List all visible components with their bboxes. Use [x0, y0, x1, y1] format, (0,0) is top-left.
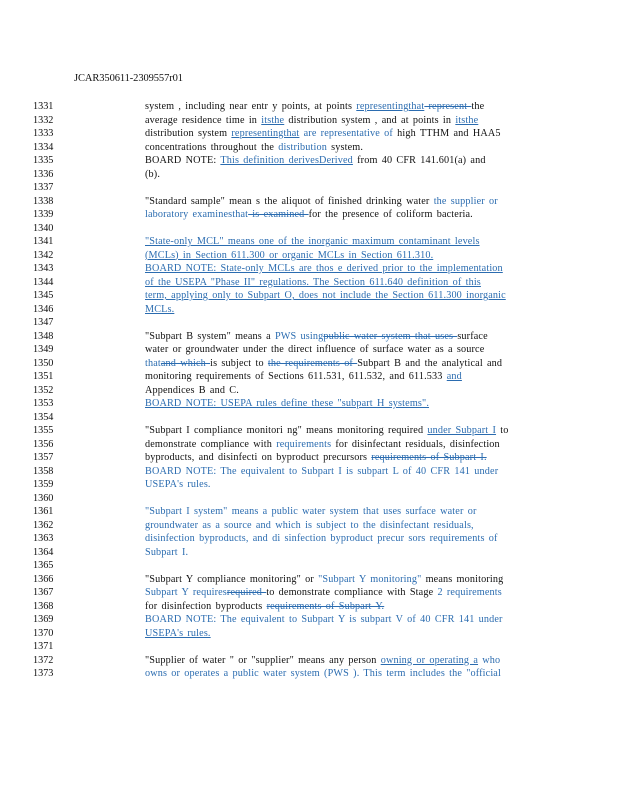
line-text — [145, 424, 540, 437]
line-text — [145, 573, 540, 586]
revised-text: owns or operates a public water system (PWS ). This term includes the "official — [145, 668, 501, 679]
body-text: to demonstrate compliance with Stage — [266, 587, 438, 598]
revised-text: USEPA's rules. — [145, 479, 211, 490]
body-text: Subpart B and the analytical and — [357, 357, 503, 369]
inserted-text: (MCLs) in Section 611.300 or organic MCLs in Section 611.310. — [145, 249, 434, 261]
line-text — [145, 235, 540, 248]
line-text — [145, 141, 540, 154]
struck-text: represent — [424, 101, 472, 112]
line-text — [145, 276, 540, 289]
line-number: 1333 — [33, 128, 54, 139]
line-number: 1362 — [33, 519, 54, 531]
revised-text: BOARD NOTE: The equivalent to Subpart I is subpart L of 40 CFR 141 under — [145, 465, 499, 477]
line-text — [145, 600, 540, 613]
inserted-text: itsthe — [455, 114, 479, 126]
inserted-text: itsthe — [261, 114, 285, 126]
revised-text: disinfection byproducts, and di sinfection byproduct precur sors requirements of — [145, 533, 498, 544]
line-number: 1355 — [33, 425, 54, 436]
inserted-text: of the USEPA "Phase II" regulations. The Section 611.640 definition of this — [145, 276, 481, 288]
line-text — [145, 114, 540, 127]
body-text: water or groundwater under the direct influence of surface water as a source — [145, 344, 485, 355]
line-number: 1347 — [33, 317, 54, 328]
inserted-text: term, applying only to Subpart O, does not include the Section 611.300 inorganic — [145, 290, 506, 301]
inserted-text: under Subpart I — [427, 425, 497, 436]
line-number: 1359 — [33, 479, 54, 490]
body-text: BOARD NOTE: — [145, 155, 221, 166]
line-text — [145, 627, 540, 640]
line-number: 1356 — [33, 438, 54, 450]
line-number: 1353 — [33, 398, 54, 409]
struck-text: and which — [160, 357, 211, 369]
body-text: "Subpart Y compliance monitoring" or — [145, 573, 319, 585]
line-text — [145, 289, 540, 302]
inserted-text: representingthat — [356, 101, 425, 112]
line-number: 1350 — [33, 357, 54, 369]
body-text: "Subpart I compliance monitori ng" means monitoring required — [145, 425, 428, 436]
line-text — [145, 667, 540, 680]
line-number: 1360 — [33, 492, 54, 504]
body-text: the — [471, 101, 485, 112]
body-text: means monitoring — [421, 573, 504, 585]
line-number: 1342 — [33, 249, 54, 261]
body-text: average residence time in — [145, 114, 262, 126]
line-number: 1367 — [33, 587, 54, 598]
line-number: 1354 — [33, 411, 54, 423]
line-number: 1369 — [33, 614, 54, 625]
line-text — [145, 451, 540, 464]
inserted-text: MCLs. — [145, 303, 175, 315]
revised-text: Subpart Y requires — [145, 587, 227, 598]
line-number: 1361 — [33, 506, 54, 517]
body-text: system. — [326, 141, 364, 153]
body-text: from 40 CFR 141.601(a) and — [352, 155, 486, 166]
revised-text: "Subpart I system" means a public water system that uses surface water or — [145, 506, 477, 517]
struck-text: public water system that uses — [323, 330, 458, 342]
line-number: 1332 — [33, 114, 54, 126]
struck-text: requirements of Subpart Y. — [266, 600, 385, 612]
inserted-text: This definition derivesDerived — [220, 155, 353, 166]
line-text — [145, 397, 540, 410]
inserted-text: BOARD NOTE: USEPA rules define these "subpart H systems". — [145, 398, 430, 409]
revised-text: groundwater as a source and which is subject to the disinfectant residuals, — [145, 519, 474, 531]
struck-text: the requirements of — [267, 357, 358, 369]
struck-text: requirements of Subpart I. — [371, 452, 487, 463]
body-text: for the presence of coliform bacteria. — [308, 209, 473, 220]
line-number: 1357 — [33, 452, 54, 463]
document-id: JCAR350611-2309557r01 — [74, 73, 183, 84]
body-text: byproducts, and disinfecti on byproduct precursors — [145, 452, 372, 463]
revised-text: PWS using — [274, 330, 324, 342]
inserted-text: USEPA's rules. — [145, 627, 211, 639]
body-text: monitoring requirements of Sections 611.531, 611.532, and 611.533 — [145, 371, 447, 382]
line-number: 1370 — [33, 627, 54, 639]
line-text — [145, 586, 540, 599]
line-number: 1331 — [33, 101, 54, 112]
struck-text: required — [226, 587, 267, 598]
line-text — [145, 519, 540, 532]
line-text — [145, 127, 540, 140]
line-text — [145, 100, 540, 113]
line-text — [145, 370, 540, 383]
body-text: distribution system — [145, 128, 232, 139]
revised-text: the supplier or — [433, 195, 498, 207]
body-text: system , including near entr y points, at points — [145, 101, 357, 112]
body-text: Appendices B and C. — [145, 384, 239, 396]
line-number: 1346 — [33, 303, 54, 315]
line-text — [145, 532, 540, 545]
inserted-text: representingthat — [231, 128, 300, 139]
line-number: 1365 — [33, 560, 54, 571]
revised-text: who — [478, 654, 501, 666]
line-text — [145, 343, 540, 356]
body-text: for disinfection byproducts — [145, 600, 267, 612]
line-number: 1372 — [33, 654, 54, 666]
body-text: "Subpart B system" means a — [145, 330, 275, 342]
line-text — [145, 438, 540, 451]
line-text — [145, 195, 540, 208]
body-text: for disinfectant residuals, disinfection — [331, 438, 500, 450]
body-text: to — [496, 425, 509, 436]
line-text — [145, 384, 540, 397]
line-number: 1334 — [33, 141, 54, 153]
line-number: 1345 — [33, 290, 54, 301]
struck-text: is examined — [248, 209, 309, 220]
line-text — [145, 303, 540, 316]
line-text — [145, 654, 540, 667]
line-text — [145, 154, 540, 167]
revised-text: 2 requirements — [437, 587, 502, 598]
line-text — [145, 249, 540, 262]
line-number: 1349 — [33, 344, 54, 355]
line-number: 1339 — [33, 209, 54, 220]
line-text — [145, 208, 540, 221]
line-number: 1343 — [33, 263, 54, 274]
line-text — [145, 478, 540, 491]
revised-text: requirements — [276, 438, 332, 450]
revised-text: that — [145, 357, 161, 369]
line-number: 1351 — [33, 371, 54, 382]
line-text — [145, 546, 540, 559]
line-text — [145, 613, 540, 626]
line-number: 1338 — [33, 195, 54, 207]
line-number: 1364 — [33, 546, 54, 558]
line-number: 1348 — [33, 330, 54, 342]
body-text: high TTHM and HAA5 — [392, 128, 501, 139]
line-number: 1335 — [33, 155, 54, 166]
revised-text: "Subpart Y monitoring" — [318, 573, 422, 585]
inserted-text: owning or operating a — [380, 654, 479, 666]
body-text: demonstrate compliance with — [145, 438, 277, 450]
body-text: concentrations throughout the — [145, 141, 279, 153]
body-text: distribution system , and at points in — [284, 114, 456, 126]
line-number: 1344 — [33, 276, 54, 288]
line-number: 1337 — [33, 182, 54, 193]
line-number: 1358 — [33, 465, 54, 477]
line-number: 1340 — [33, 222, 54, 234]
revised-text: laboratory examinesthat — [145, 209, 249, 220]
line-number: 1352 — [33, 384, 54, 396]
line-text — [145, 505, 540, 518]
line-number: 1336 — [33, 168, 54, 180]
revised-text: distribution — [278, 141, 327, 153]
body-text: surface — [457, 330, 488, 342]
line-text — [145, 168, 540, 181]
line-number: 1366 — [33, 573, 54, 585]
body-text: "Supplier of water " or "supplier" means any person — [145, 654, 381, 666]
body-text: "Standard sample" mean s the aliquot of finished drinking water — [145, 195, 434, 207]
revised-text: Subpart I. — [145, 546, 189, 558]
line-number: 1363 — [33, 533, 54, 544]
line-number: 1371 — [33, 641, 54, 652]
revised-text: are representative of — [299, 128, 393, 139]
line-text — [145, 330, 540, 343]
body-text: (b). — [145, 168, 161, 180]
line-number: 1341 — [33, 236, 54, 247]
line-text — [145, 465, 540, 478]
body-text: is subject to — [210, 357, 268, 369]
inserted-text: and — [446, 371, 462, 382]
inserted-text: BOARD NOTE: State-only MCLs are thos e derived prior to the implementation — [145, 263, 503, 274]
line-text — [145, 357, 540, 370]
line-text — [145, 262, 540, 275]
inserted-text: "State-only MCL" means one of the inorganic maximum contaminant levels — [145, 236, 480, 247]
revised-text: BOARD NOTE: The equivalent to Subpart Y is subpart V of 40 CFR 141 under — [145, 614, 503, 625]
line-number: 1368 — [33, 600, 54, 612]
line-number: 1373 — [33, 668, 54, 679]
